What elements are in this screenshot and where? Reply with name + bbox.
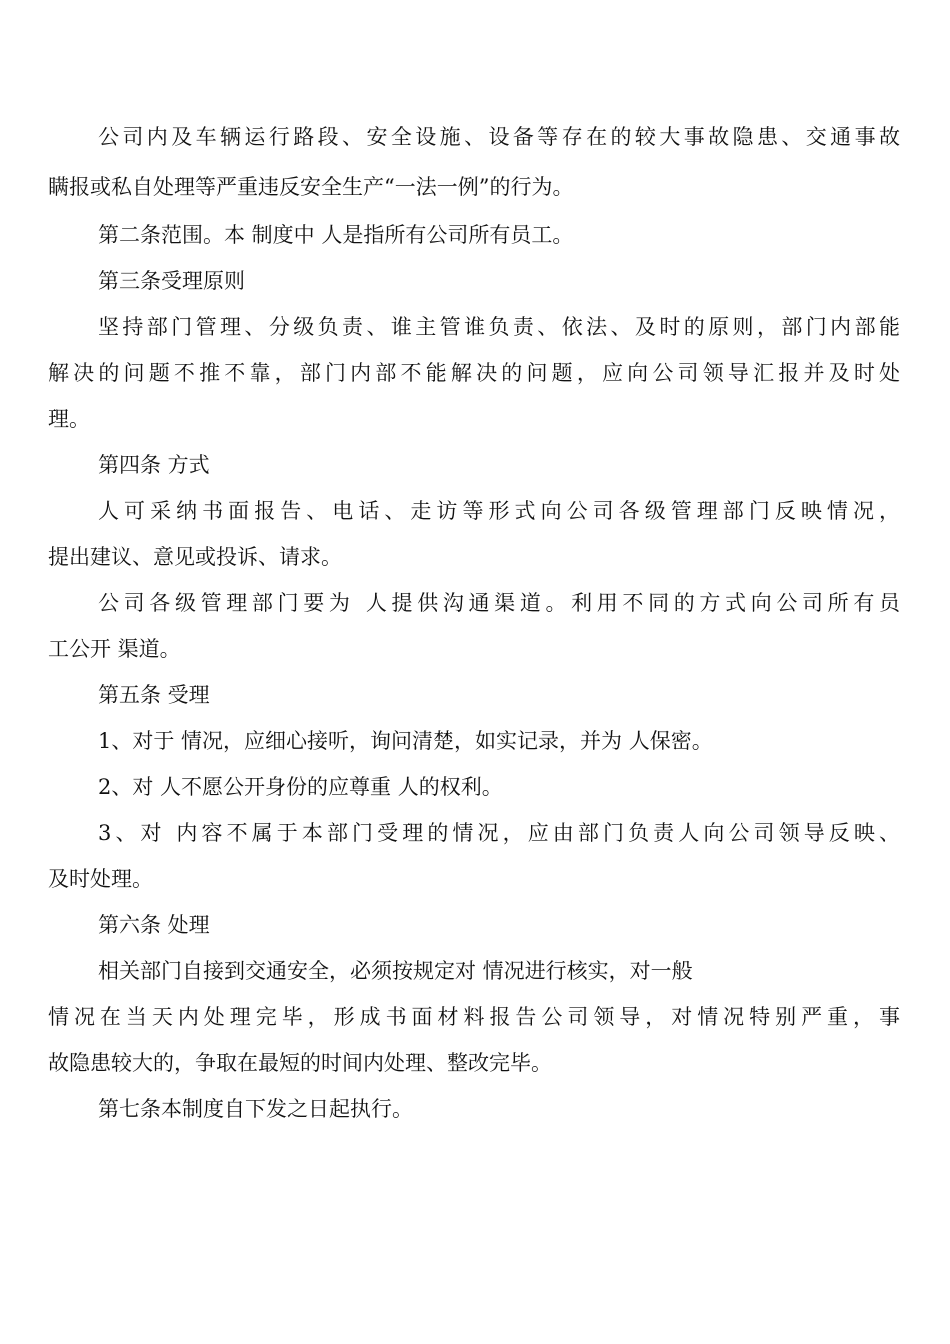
text-line: 理。 (48, 407, 90, 431)
text-line: 人可采纳书面报告、电话、走访等形式向公司各级管理部门反映情况， (98, 499, 900, 523)
text-line: 公司各级管理部门要为 人提供沟通渠道。利用不同的方式向公司所有员 (98, 591, 900, 615)
text-line: 第三条受理原则 (98, 269, 245, 293)
text-line: 第六条 处理 (98, 913, 210, 937)
text-line: 第四条 方式 (98, 453, 210, 477)
text-line: 第五条 受理 (98, 683, 210, 707)
text-line: 相关部门自接到交通安全，必须按规定对 情况进行核实，对一般 (98, 959, 693, 983)
text-line: 坚持部门管理、分级负责、谁主管谁负责、依法、及时的原则，部门内部能 (98, 315, 900, 339)
text-line: 解决的问题不推不靠，部门内部不能解决的问题，应向公司领导汇报并及时处 (48, 361, 900, 385)
text-line: 第七条本制度自下发之日起执行。 (98, 1097, 413, 1121)
text-line: 工公开 渠道。 (48, 637, 181, 661)
text-line: 瞒报或私自处理等严重违反安全生产“一法一例”的行为。 (48, 175, 574, 199)
text-line: 情况在当天内处理完毕，形成书面材料报告公司领导，对情况特别严重，事 (48, 1005, 900, 1029)
text-line: 及时处理。 (48, 867, 153, 891)
text-line: 第二条范围。本 制度中 人是指所有公司所有员工。 (98, 223, 574, 247)
text-line: 2、对 人不愿公开身份的应尊重 人的权利。 (98, 775, 503, 799)
text-line: 1、对于 情况，应细心接听，询问清楚，如实记录，并为 人保密。 (98, 729, 713, 753)
text-line: 提出建议、意见或投诉、请求。 (48, 545, 342, 569)
text-line: 3、对 内容不属于本部门受理的情况，应由部门负责人向公司领导反映、 (98, 821, 900, 845)
text-line: 故隐患较大的，争取在最短的时间内处理、整改完毕。 (48, 1051, 552, 1075)
text-line: 公司内及车辆运行路段、安全设施、设备等存在的较大事故隐患、交通事故 (98, 125, 900, 149)
